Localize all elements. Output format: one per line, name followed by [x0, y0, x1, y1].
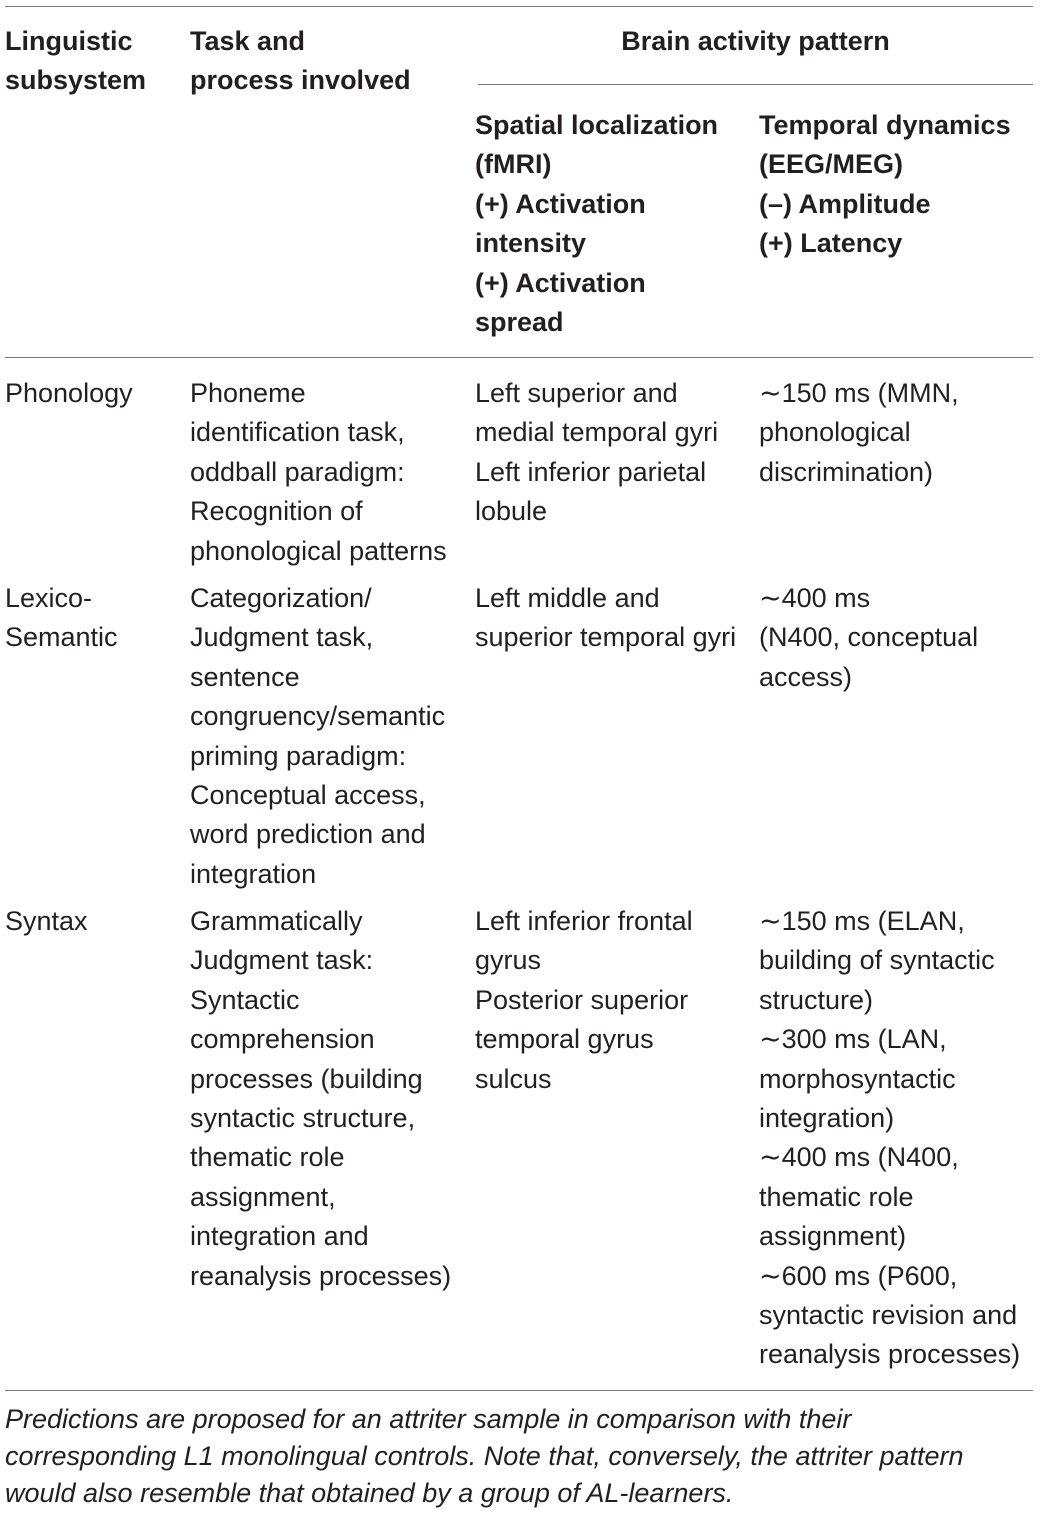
header-brain-activity-pattern: Brain activity pattern [621, 26, 890, 56]
row-syntax-subsystem: Syntax [5, 906, 88, 936]
row-syntax-temporal: ∼150 ms (ELAN, building of syntactic structure) ∼300 ms (LAN, morphosyntactic integration) ∼400 ms (N400, thematic role assignment) ∼600 ms (P600, syntactic revision and reanalysis processes) [759, 906, 1021, 1370]
row-lexico-semantic-subsystem: Lexico- Semantic [5, 583, 118, 653]
header-spatial-localization: Spatial localization (fMRI) (+) Activation intensity (+) Activation spread [475, 110, 719, 338]
header-bottom-rule [5, 357, 1033, 358]
group-header-rule [478, 84, 1033, 85]
row-phonology-spatial: Left superior and medial temporal gyri Left inferior parietal lobule [475, 378, 719, 527]
row-phonology-subsystem: Phonology [5, 378, 133, 408]
table-top-rule [5, 6, 1033, 7]
header-temporal-dynamics: Temporal dynamics (EEG/MEG) (–) Amplitude (+) Latency [759, 110, 1011, 259]
row-syntax-task: Grammatically Judgment task: Syntactic comprehension processes (building syntactic structure, thematic role assignment, integration and reanalysis processes) [190, 906, 452, 1291]
row-phonology-task: Phoneme identification task, oddball paradigm: Recognition of phonological patterns [190, 378, 447, 566]
row-phonology-temporal: ∼150 ms (MMN, phonological discrimination) [759, 378, 959, 487]
table-bottom-rule [5, 1390, 1033, 1391]
row-lexico-semantic-task: Categorization/ Judgment task, sentence congruency/semantic priming paradigm: Conceptual access, word prediction and integration [190, 583, 446, 889]
header-task-process: Task and process involved [190, 26, 411, 96]
row-lexico-semantic-spatial: Left middle and superior temporal gyri [475, 583, 737, 653]
row-lexico-semantic-temporal: ∼400 ms (N400, conceptual access) [759, 583, 979, 692]
table-footnote: Predictions are proposed for an attriter sample in comparison with their corresponding L1 monolingual controls. Note that, conversely, the attriter pattern would also resemble that obtained by a group of AL-learners. [5, 1404, 964, 1508]
header-linguistic-subsystem: Linguistic subsystem [5, 26, 147, 96]
row-syntax-spatial: Left inferior frontal gyrus Posterior superior temporal gyrus sulcus [475, 906, 693, 1094]
